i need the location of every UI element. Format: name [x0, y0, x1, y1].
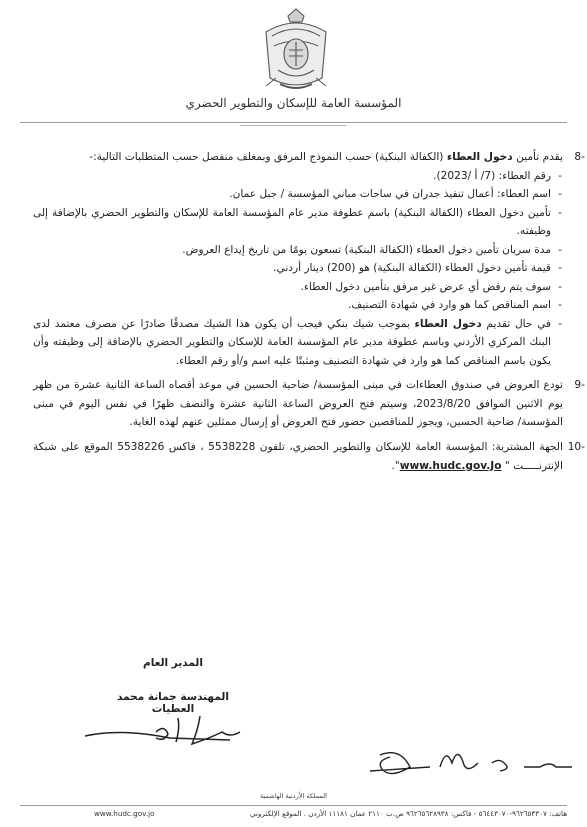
website-link[interactable]: www.hudc.gov.Jo	[399, 459, 502, 472]
item-number: -8	[574, 151, 585, 163]
item-10	[33, 438, 585, 475]
item-9	[33, 376, 585, 432]
header-divider	[20, 122, 567, 123]
bullet-rejection: - سوف يتم رفض أي عرض غير مرفق بتأمين دخول العطاء.	[33, 278, 563, 297]
item-8-intro: يقدم تأمين دخول العطاء (الكفالة البنكية) حسب النموذج المرفق وبمغلف منفصل حسب المتطلبات التالية:-	[89, 151, 563, 163]
signatory-title: المدير العام	[143, 657, 203, 669]
item-8	[33, 148, 585, 370]
item-number: -10	[567, 440, 585, 453]
item-10-text: الجهة المشترية: المؤسسة العامة للإسكان والتطوير الحضري، تلفون 5538228 ، فاكس 5538226 الموقع على شبكة الإنترنـــــت " www.hudc.gov.Jo".	[33, 440, 563, 472]
footer-slogan: المملكة الأردنية الهاشمية	[260, 792, 327, 800]
footer-contact: هاتف: ٩٦٢٦٥٣٣٠٧-٥٦٤٤٣٠٧٠ - فاكس: ٩٦٢٦٥٦٢٨٩٣٨ ص.ب ٢١١٠ عمان ١١١٨١ الأردن . الموقع الإلكتروني	[249, 809, 567, 818]
bullet-bidder-name: - اسم المناقص كما هو وارد في شهادة التصنيف.	[33, 296, 563, 315]
handwritten-initials	[360, 737, 580, 782]
signatory-name: المهندسة جمانة محمد العطيات	[117, 691, 229, 715]
bullet-tender-number: - رقم العطاء: (7/ أ /2023).	[33, 167, 563, 186]
letterhead	[0, 4, 587, 122]
footer-website[interactable]: www.hudc.gov.jo	[94, 809, 155, 818]
bullet-cheque: - في حال تقديم دخول العطاء بموجب شيك بنكي فيجب أن يكون هذا الشيك مصدقًا صادرًا عن مصرف معتمد لدى البنك المركزي الأردني وباسم عطوفة مدير عام المؤسسة العامة للإسكان والتطوير الحضري بالإضافة إلى وظيفته وأن يكون باسم المناقص كما هو وارد في شهادة التصنيف ومثبتًا عليه اسم و/أو رقم العطاء.	[33, 315, 563, 371]
handwritten-signature	[80, 708, 250, 753]
footer-divider	[20, 805, 567, 806]
bullet-guarantee-value: - قيمة تأمين دخول العطاء (الكفالة البنكية) هو (200) دينار أردني.	[33, 259, 563, 278]
document-body	[33, 148, 585, 475]
bullet-tender-name: - اسم العطاء: أعمال تنفيذ جدران في ساحات مباني المؤسسة / جبل عمان.	[33, 185, 563, 204]
header-divider-short	[240, 125, 347, 126]
item-9-text: تودع العروض في صندوق العطاءات في مبنى المؤسسة/ ضاحية الحسين في موعد أقصاه الساعة الثانية عشرة من ظهر يوم الاثنين الموافق 2023/8/20، وسيتم فتح العروض الساعة الثانية عشرة والنصف ظهرًا في نفس اليوم في مبنى المؤسسة/ ضاحية الحسين، ويجوز للمناقصين حضور فتح العروض أو إرسال ممثلين عنهم لهذه الغاية.	[33, 379, 564, 429]
item-number: -9	[574, 379, 585, 392]
royal-crest-logo	[258, 6, 334, 94]
organization-name: المؤسسة العامة للإسكان والتطوير الحضري	[185, 96, 402, 110]
signature-block	[98, 657, 248, 715]
bullet-bank-guarantee-name: - تأمين دخول العطاء (الكفالة البنكية) باسم عطوفة مدير عام المؤسسة العامة للإسكان والتطوير الحضري بالإضافة إلى وظيفته.	[33, 204, 563, 241]
bullet-validity: - مدة سريان تأمين دخول العطاء (الكفالة البنكية) تسعون يومًا من تاريخ إيداع العروض.	[33, 241, 563, 260]
